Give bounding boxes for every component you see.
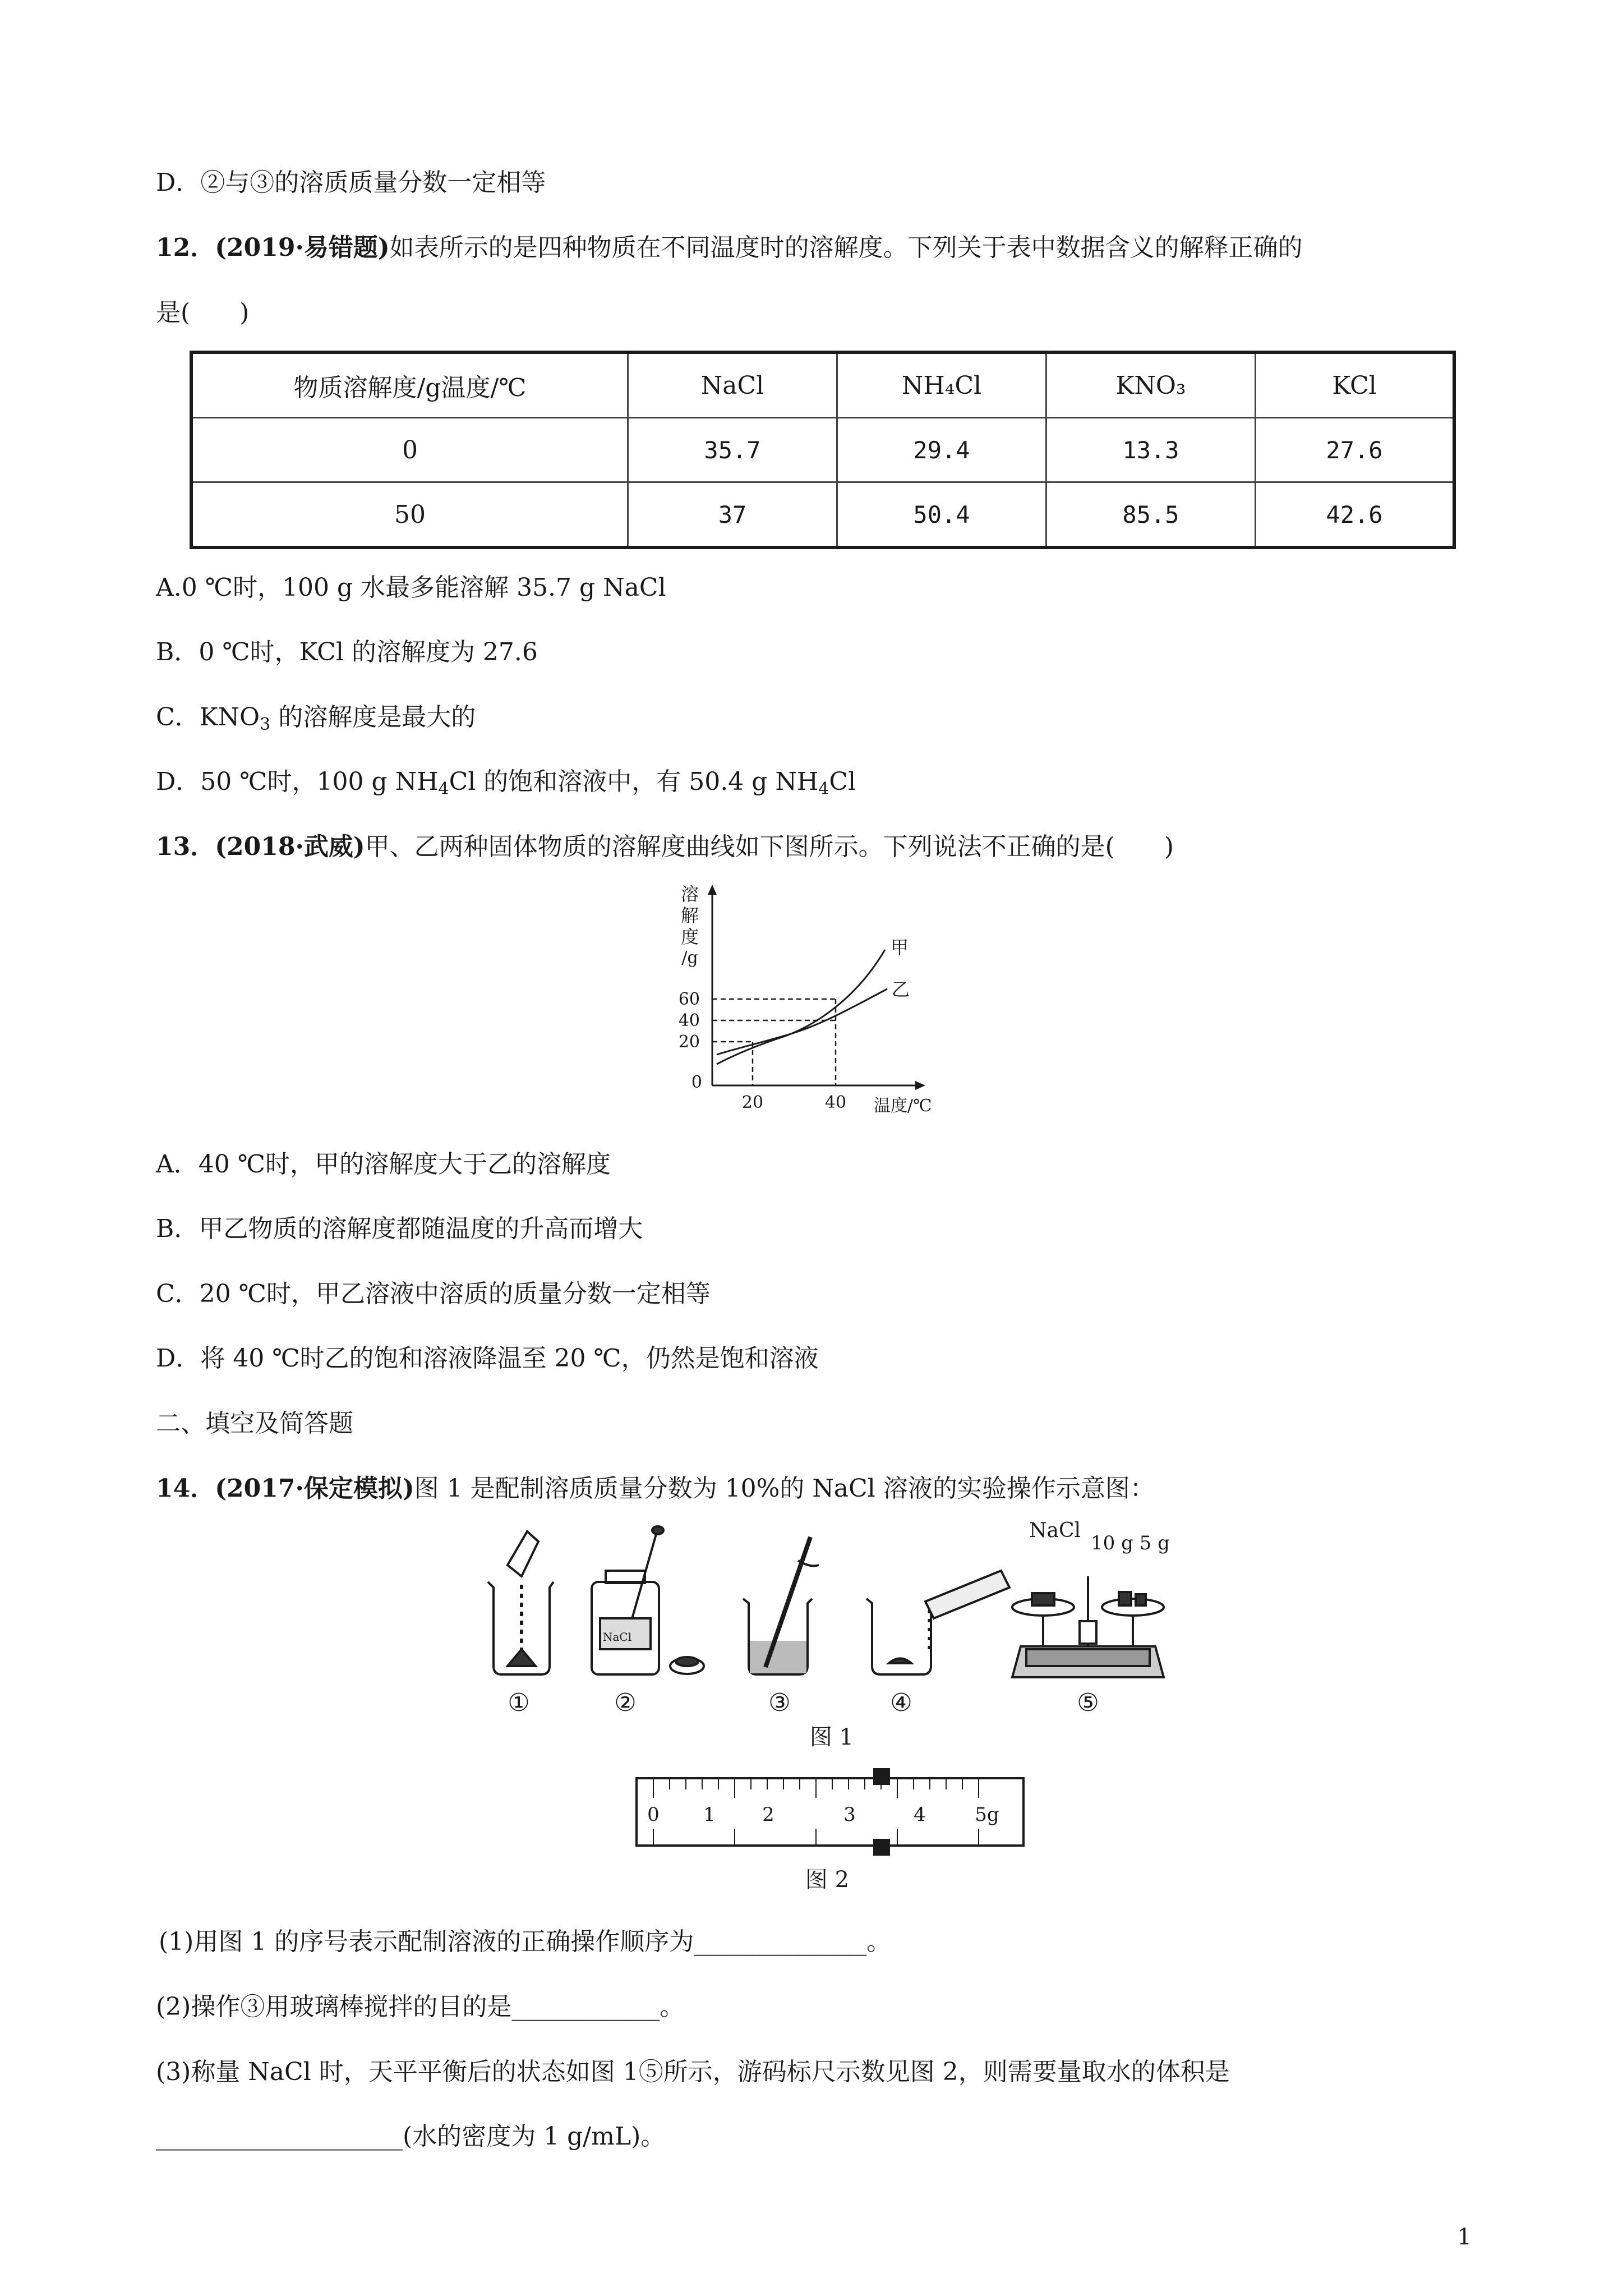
q12-source: (2019·易错题) [215,233,390,262]
table-cell: 29.4 [837,418,1046,482]
bottle-label: NaCl [603,1630,632,1644]
table-col-kcl: KCl [1256,352,1455,418]
q12-stem-line1 [156,231,1303,265]
table-row [191,418,1454,482]
graph-ylabel-char: 解 [680,905,699,926]
subscript: 4 [438,779,449,799]
fig2-caption: 图 2 [805,1867,850,1893]
ruler-label: 1 [703,1803,716,1826]
q14-sub3-line2: ____________________(水的密度为 1 g/mL)。 [156,2122,666,2151]
reagent-bottle-icon [592,1526,704,1674]
fig1-label: ② [614,1688,637,1717]
option-text: Cl 的饱和溶液中，有 50.4 g NH [449,767,819,796]
balance-nacl-label: NaCl [1029,1519,1081,1542]
table-cell: 37 [628,482,837,548]
q13-stem [156,830,1174,864]
ruler-label: 3 [843,1803,856,1826]
graph-xtick: 40 [824,1093,847,1112]
graph-ytick: 40 [678,1011,700,1030]
beaker-pouring-liquid-icon [866,1571,1009,1674]
table-cell: 42.6 [1256,482,1455,548]
table-cell: 13.3 [1046,418,1256,482]
graph-ytick: 20 [678,1032,700,1052]
table-cell-temp: 0 [191,418,628,482]
table-col-kno3: KNO₃ [1046,352,1256,418]
table-cell: 27.6 [1256,418,1455,482]
ruler-label: 0 [647,1803,660,1826]
solubility-curve-graph [667,884,981,1125]
graph-ylabel-char: 度 [680,926,699,947]
figure-2-ruler [634,1761,1026,1896]
q12-number: 12． [156,233,215,262]
graph-guide-lines [712,999,836,1085]
option-text: Cl [829,767,856,796]
graph-ytick: 0 [691,1073,702,1092]
curve-label-yi: 乙 [892,979,910,1000]
q13-option-d: D．将 40 ℃时乙的饱和溶液降温至 20 ℃，仍然是饱和溶液 [156,1344,819,1373]
q13-option-c: C．20 ℃时，甲乙溶液中溶质的质量分数一定相等 [156,1280,711,1308]
section-heading: 二、填空及简答题 [156,1409,353,1438]
graph-ylabel-char: /g [681,948,698,968]
fig1-label: ⑤ [1077,1688,1099,1717]
graph-ylabel-char: 溶 [680,884,699,905]
q14-number: 14． [156,1474,215,1503]
ruler-label: 2 [762,1803,774,1826]
q12-stem-line2: 是( ) [156,298,250,327]
graph-xtick: 20 [741,1093,764,1112]
solubility-table [190,351,1456,549]
table-col-nh4cl: NH₄Cl [837,352,1046,418]
figure-1-experiment [474,1515,1175,1750]
fig1-label: ① [508,1688,530,1717]
ruler-body [637,1778,1023,1846]
q13-source: (2018·武威) [215,832,365,861]
q12-option-b: B．0 ℃时，KCl 的溶解度为 27.6 [156,638,538,666]
graph-xlabel: 温度/℃ [874,1096,932,1116]
table-cell: 85.5 [1046,482,1256,548]
q14-sub3-line1: (3)称量 NaCl 时，天平平衡后的状态如图 1⑤所示，游码标尺示数见图 2，则需要量取水的体积是 [156,2058,1230,2086]
option-text: 的溶解度是最大的 [270,703,476,731]
graph-ytick: 60 [678,990,700,1009]
q14-stem [156,1472,1155,1506]
ruler-label: 4 [914,1803,926,1826]
option-text: C．KNO [156,703,260,731]
q13-option-b: B．甲乙物质的溶解度都随温度的升高而增大 [156,1214,643,1243]
table-col-nacl: NaCl [628,352,837,418]
q13-number: 13． [156,832,215,861]
rider-top [873,1768,890,1785]
rider-bottom [873,1839,890,1856]
q14-sub1: (1)用图 1 的序号表示配制溶液的正确操作顺序为______________。 [159,1927,892,1956]
subscript: 4 [818,779,829,799]
q11-option-d: D．②与③的溶质质量分数一定相等 [156,168,546,197]
q14-stem-text: 图 1 是配制溶质质量分数为 10%的 NaCl 溶液的实验操作示意图： [414,1474,1155,1503]
page-number: 1 [1457,2224,1472,2250]
table-cell: 50.4 [837,482,1046,548]
beaker-stirring-icon [743,1537,819,1674]
table-cell: 35.7 [628,418,837,482]
table-header-label: 物质溶解度/g温度/℃ [191,352,628,418]
q14-sub2: (2)操作③用玻璃棒搅拌的目的是____________。 [156,1993,685,2021]
ruler-label: 5g [975,1803,999,1826]
q13-stem-text: 甲、乙两种固体物质的溶解度曲线如下图所示。下列说法不正确的是( ) [365,832,1174,861]
beaker-pouring-solid-icon [488,1531,554,1674]
q13-option-a: A．40 ℃时，甲的溶解度大于乙的溶解度 [156,1150,611,1179]
balance-scale-icon [1012,1576,1164,1677]
table-row [191,482,1454,548]
q12-option-c [156,701,476,734]
fig1-label: ③ [768,1688,791,1717]
option-text: D．50 ℃时，100 g NH [156,767,439,796]
graph-x-arrow [915,1081,925,1090]
balance-weights-label: 10 g 5 g [1091,1532,1170,1554]
q12-option-a: A.0 ℃时，100 g 水最多能溶解 35.7 g NaCl [156,573,666,602]
curve-label-jia: 甲 [891,937,909,958]
fig1-label: ④ [890,1688,912,1717]
subscript: 3 [260,715,271,734]
fig1-caption: 图 1 [809,1724,854,1750]
q12-option-d [156,765,856,799]
table-header-row [191,352,1454,418]
q14-source: (2017·保定模拟) [215,1474,414,1503]
graph-y-arrow [708,885,717,895]
table-cell-temp: 50 [191,482,628,548]
q12-stem-text: 如表所示的是四种物质在不同温度时的溶解度。下列关于表中数据含义的解释正确的 [389,233,1303,262]
